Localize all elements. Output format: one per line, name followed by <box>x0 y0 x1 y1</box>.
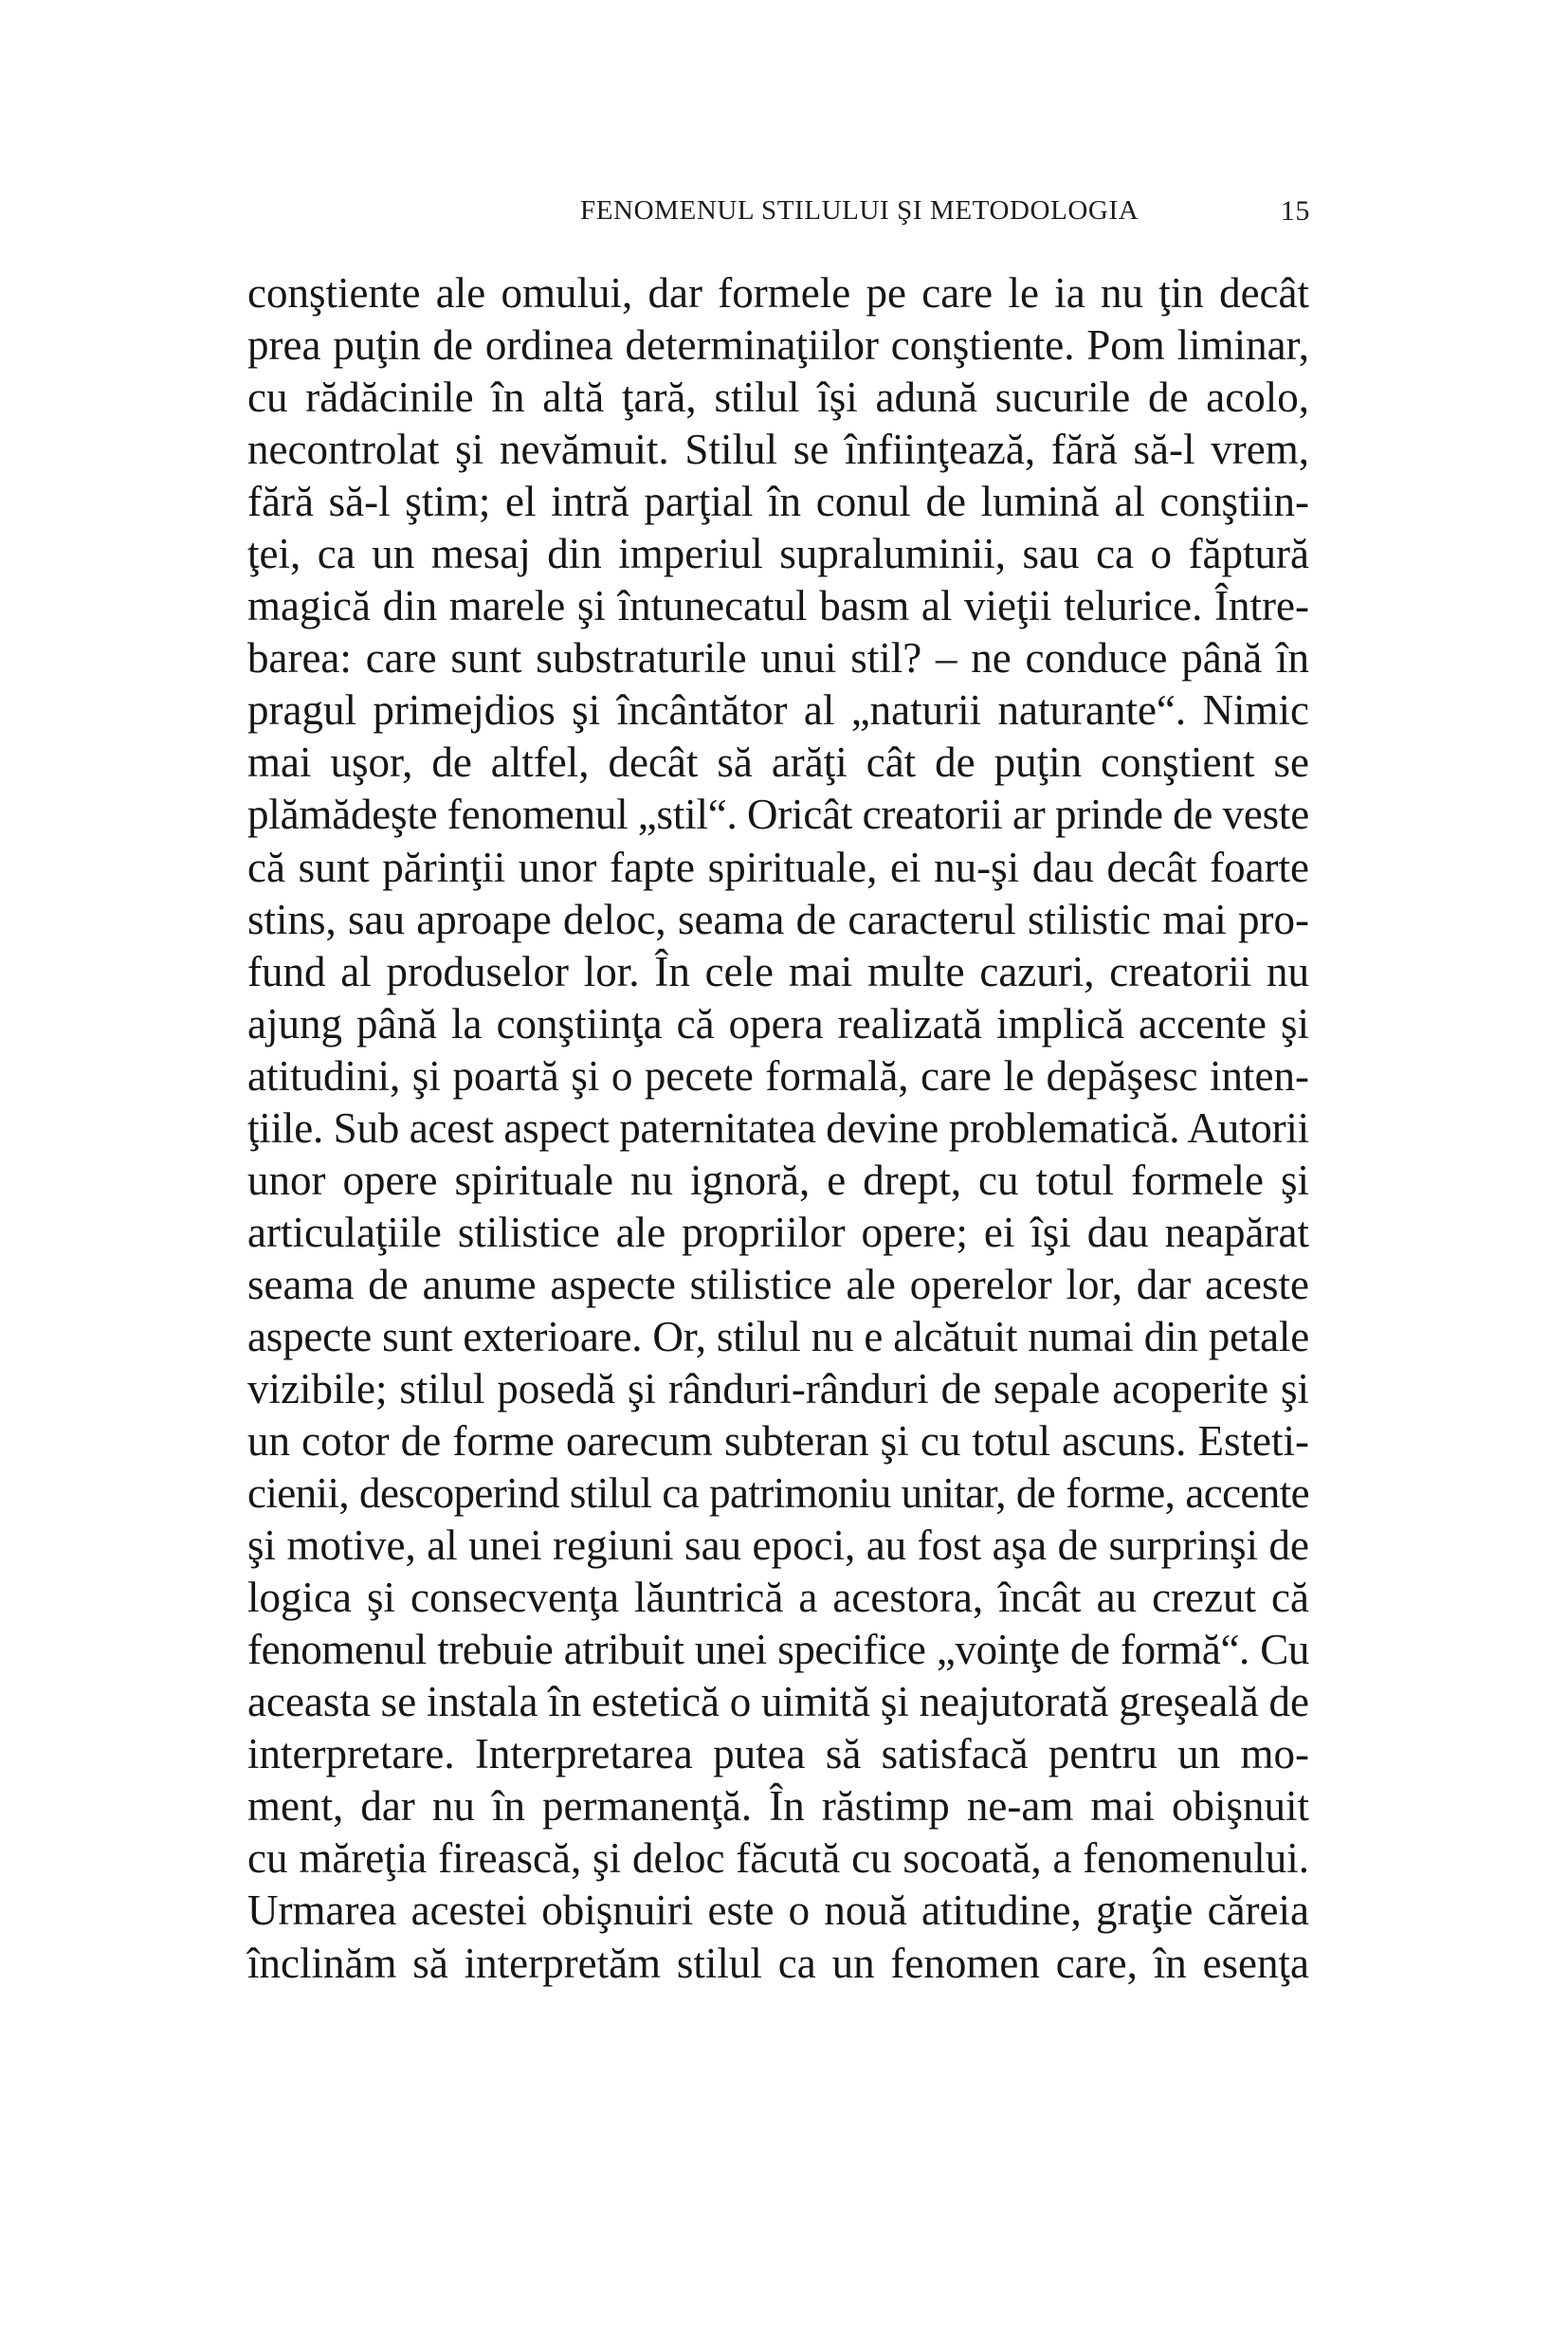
text-line: atitudini, şi poartă şi o pecete formală, care le depăşesc inten- <box>247 1051 1309 1100</box>
text-line: stins, sau aproape deloc, seama de caracterul stilistic mai pro- <box>247 895 1309 943</box>
page-number: 15 <box>1280 195 1310 227</box>
text-line: aceasta se instala în estetică o uimită şi neajutorată greşeală de <box>247 1678 1309 1726</box>
body-text <box>247 267 1309 1990</box>
text-line: ţiile. Sub acest aspect paternitatea devine problematică. Autorii <box>247 1103 1309 1152</box>
text-line: ment, dar nu în permanenţă. În răstimp ne-am mai obişnuit <box>247 1782 1309 1831</box>
text-line: Urmarea acestei obişnuiri este o nouă atitudine, graţie căreia <box>247 1886 1309 1935</box>
text-line: şi motive, al unei regiuni sau epoci, au fost aşa de surprinşi de <box>247 1522 1309 1570</box>
text-line: plămădeşte fenomenul „stil“. Oricât creatorii ar prinde de veste <box>247 791 1309 839</box>
text-line: ajung până la conştiinţa că opera realizată implică accente şi <box>247 999 1309 1048</box>
text-line: fenomenul trebuie atribuit unei specifice „voinţe de formă“. Cu <box>247 1626 1309 1674</box>
text-line: un cotor de forme oarecum subteran şi cu totul ascuns. Esteti- <box>247 1417 1309 1466</box>
text-line: că sunt părinţii unor fapte spirituale, ei nu-şi dau decât foarte <box>247 843 1309 891</box>
text-line: magică din marele şi întunecatul basm al vieţii telurice. Între- <box>247 582 1309 630</box>
text-line: conştiente ale omului, dar formele pe care le ia nu ţin decât <box>247 269 1309 317</box>
text-line: pragul primejdios şi încântător al „naturii naturante“. Nimic <box>247 686 1309 735</box>
text-line: interpretare. Interpretarea putea să satisfacă pentru un mo- <box>247 1730 1309 1778</box>
text-line: fund al produselor lor. În cele mai multe cazuri, creatorii nu <box>247 947 1309 995</box>
text-line: logica şi consecvenţa lăuntrică a acestora, încât au crezut că <box>247 1574 1309 1622</box>
text-line: barea: care sunt substraturile unui stil? – ne conduce până în <box>247 634 1309 683</box>
text-line: prea puţin de ordinea determinaţiilor conştiente. Pom liminar, <box>247 321 1309 370</box>
running-head-title: FENOMENUL STILULUI ŞI METODOLOGIA <box>580 195 1140 226</box>
text-line: înclinăm să interpretăm stilul ca un fenomen care, în esenţa <box>247 1939 1309 1987</box>
text-line: mai uşor, de altfel, decât să arăţi cât de puţin conştient se <box>247 738 1309 787</box>
text-line: unor opere spirituale nu ignoră, e drept, cu totul formele şi <box>247 1156 1309 1204</box>
text-line: fără să-l ştim; el intră parţial în conul de lumină al conştiin- <box>247 478 1309 526</box>
running-head <box>580 195 1310 229</box>
text-line: necontrolat şi nevămuit. Stilul se înfiinţează, fără să-l vrem, <box>247 426 1309 474</box>
text-line: ţei, ca un mesaj din imperiul supraluminii, sau ca o făptură <box>247 530 1309 578</box>
text-line: cienii, descoperind stilul ca patrimoniu unitar, de forme, accente <box>247 1469 1309 1518</box>
text-line: seama de anume aspecte stilistice ale operelor lor, dar aceste <box>247 1260 1309 1308</box>
text-line: articulaţiile stilistice ale propriilor opere; ei îşi dau neapărat <box>247 1208 1309 1256</box>
text-line: cu măreţia firească, şi deloc făcută cu socoată, a fenomenului. <box>247 1834 1309 1883</box>
text-line: aspecte sunt exterioare. Or, stilul nu e alcătuit numai din petale <box>247 1312 1309 1360</box>
text-line: vizibile; stilul posedă şi rânduri-rânduri de sepale acoperite şi <box>247 1364 1309 1412</box>
text-line: cu rădăcinile în altă ţară, stilul îşi adună sucurile de acolo, <box>247 374 1309 422</box>
